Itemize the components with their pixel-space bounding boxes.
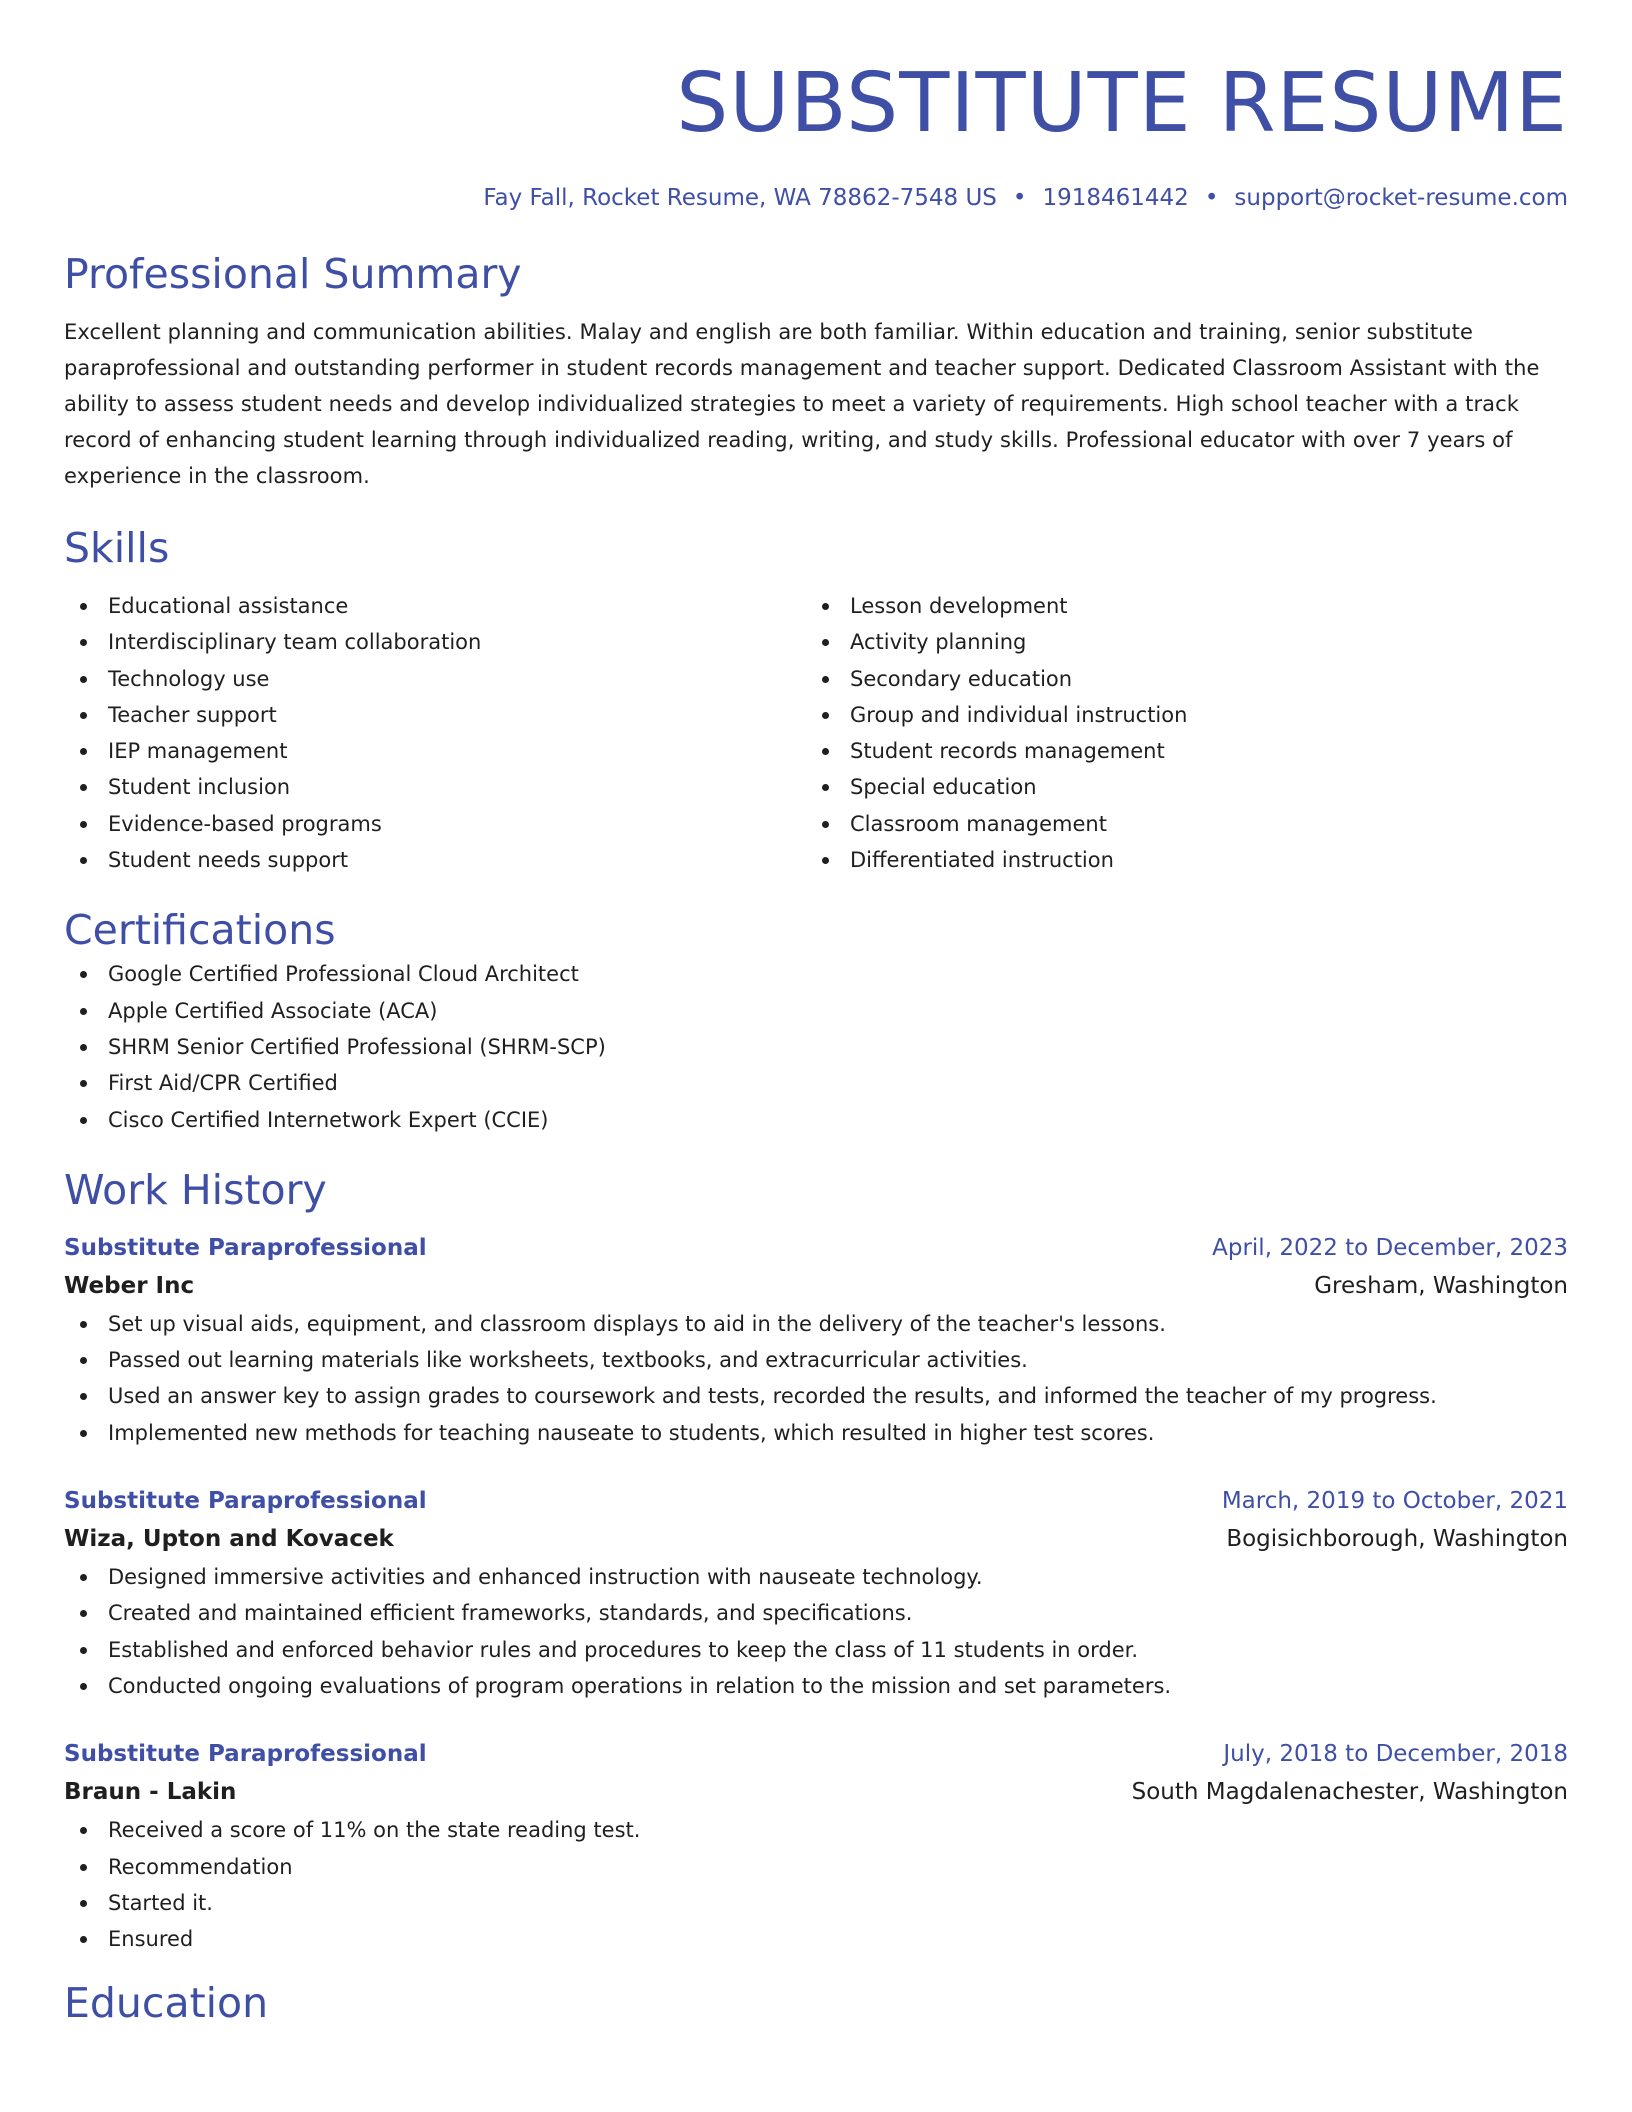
education-section — [64, 1977, 1568, 2029]
work-history-heading: Work History — [64, 1165, 327, 1214]
skill-item: Student inclusion — [64, 769, 806, 805]
job-location: South Magdalenachester, Washington — [1131, 1779, 1568, 1806]
certifications-list — [64, 956, 1568, 1137]
skill-item: Classroom management — [806, 806, 1548, 842]
skills-list-right — [806, 588, 1548, 878]
job-entry — [64, 1230, 1568, 1451]
skill-item: Interdisciplinary team collaboration — [64, 624, 806, 660]
job-company-row — [64, 1519, 1568, 1559]
summary-text: Excellent planning and communication abilities. Malay and english are both familiar. Within education and training, senior substitute paraprofessional and outstanding performer in student records management and teacher support. Dedicated Classroom Assistant with the ability to assess student needs and develop individualized strategies to meet a variety of requirements. High school teacher with a track record of enhancing student learning through individualized reading, writing, and study skills. Professional educator with over 7 years of experience in the classroom. — [64, 320, 1540, 488]
skills-section — [64, 522, 1568, 878]
job-location: Gresham, Washington — [1314, 1272, 1568, 1299]
job-duties-list — [64, 1559, 1568, 1704]
summary-section — [64, 248, 1568, 494]
job-duty-item: Created and maintained efficient frameworks, standards, and specifications. — [64, 1595, 1568, 1631]
skill-item: Lesson development — [806, 588, 1548, 624]
job-entry — [64, 1483, 1568, 1704]
contact-email[interactable]: support@rocket-resume.com — [1234, 185, 1568, 211]
skill-item: Educational assistance — [64, 588, 806, 624]
job-duty-item: Ensured — [64, 1921, 1568, 1957]
work-history-section — [64, 1164, 1568, 1958]
job-duty-item: Implemented new methods for teaching nauseate to students, which resulted in higher test scores. — [64, 1415, 1568, 1451]
job-company: Wiza, Upton and Kovacek — [64, 1526, 394, 1553]
education-heading: Education — [64, 1979, 269, 2028]
certifications-heading: Certifications — [64, 906, 336, 955]
job-dates: July, 2018 to December, 2018 — [1223, 1741, 1568, 1768]
job-company-row — [64, 1266, 1568, 1306]
skills-column-right — [806, 588, 1548, 878]
job-duties-list — [64, 1306, 1568, 1451]
job-company: Braun - Lakin — [64, 1779, 237, 1806]
certification-item: SHRM Senior Certified Professional (SHRM-SCP) — [64, 1029, 1568, 1065]
certification-item: Google Certified Professional Cloud Architect — [64, 956, 1568, 992]
skills-column-left — [64, 588, 806, 878]
job-dates: March, 2019 to October, 2021 — [1221, 1488, 1568, 1515]
skill-item: Differentiated instruction — [806, 842, 1548, 878]
job-duty-item: Passed out learning materials like worksheets, textbooks, and extracurricular activities. — [64, 1342, 1568, 1378]
skills-columns — [64, 588, 1568, 878]
summary-heading: Professional Summary — [64, 250, 522, 298]
job-duty-item: Received a score of 11% on the state reading test. — [64, 1812, 1568, 1848]
skill-item: Secondary education — [806, 661, 1548, 697]
skill-item: Group and individual instruction — [806, 697, 1548, 733]
job-title: Substitute Paraprofessional — [64, 1234, 427, 1261]
job-duty-item: Set up visual aids, equipment, and classroom displays to aid in the delivery of the teacher's lessons. — [64, 1306, 1568, 1342]
job-duty-item: Established and enforced behavior rules and procedures to keep the class of 11 students in order. — [64, 1632, 1568, 1668]
skill-item: Student records management — [806, 733, 1548, 769]
job-header-row — [64, 1483, 1568, 1519]
certification-item: Apple Certified Associate (ACA) — [64, 993, 1568, 1029]
skills-heading: Skills — [64, 524, 170, 572]
job-dates: April, 2022 to December, 2023 — [1212, 1234, 1568, 1261]
job-header-row — [64, 1736, 1568, 1772]
skill-item: Activity planning — [806, 624, 1548, 660]
contact-phone[interactable]: 1918461442 — [1042, 185, 1189, 211]
certification-item: Cisco Certified Internetwork Expert (CCIE) — [64, 1102, 1568, 1138]
job-title: Substitute Paraprofessional — [64, 1741, 427, 1768]
job-company: Weber Inc — [64, 1272, 195, 1299]
skill-item: Student needs support — [64, 842, 806, 878]
job-header-row — [64, 1230, 1568, 1266]
job-company-row — [64, 1772, 1568, 1812]
certification-item: First Aid/CPR Certified — [64, 1065, 1568, 1101]
skills-list-left — [64, 588, 806, 878]
job-duties-list — [64, 1812, 1568, 1957]
skill-item: Evidence-based programs — [64, 806, 806, 842]
skill-item: Teacher support — [64, 697, 806, 733]
job-duty-item: Started it. — [64, 1885, 1568, 1921]
resume-title: SUBSTITUTE RESUME — [676, 56, 1568, 151]
contact-separator: • — [1204, 185, 1219, 211]
skill-item: Technology use — [64, 661, 806, 697]
skill-item: IEP management — [64, 733, 806, 769]
contact-address: Fay Fall, Rocket Resume, WA 78862-7548 US — [483, 185, 997, 211]
job-duty-item: Conducted ongoing evaluations of program operations in relation to the mission and set parameters. — [64, 1668, 1568, 1704]
certifications-section — [64, 904, 1568, 1137]
job-duty-item: Recommendation — [64, 1849, 1568, 1885]
skill-item: Special education — [806, 769, 1548, 805]
job-entry — [64, 1736, 1568, 1957]
job-duty-item: Used an answer key to assign grades to coursework and tests, recorded the results, and informed the teacher of my progress. — [64, 1378, 1568, 1414]
job-title: Substitute Paraprofessional — [64, 1488, 427, 1515]
job-duty-item: Designed immersive activities and enhanced instruction with nauseate technology. — [64, 1559, 1568, 1595]
contact-separator: • — [1012, 185, 1027, 211]
contact-line — [64, 182, 1568, 214]
resume-header — [64, 0, 1568, 214]
job-location: Bogisichborough, Washington — [1226, 1526, 1568, 1553]
